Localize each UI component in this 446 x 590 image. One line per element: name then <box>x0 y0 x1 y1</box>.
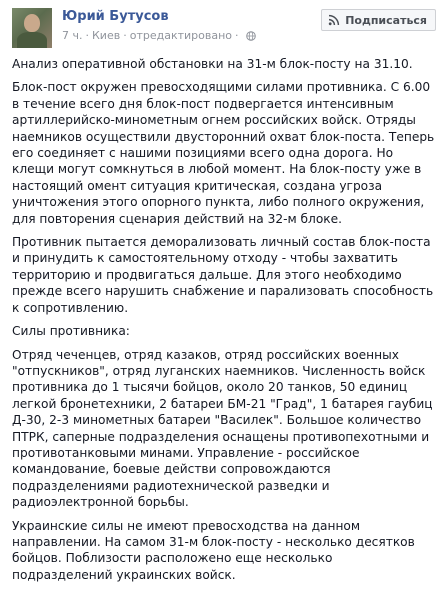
edited-label[interactable]: отредактировано <box>129 29 233 42</box>
post-paragraph: Украинские силы не имеют превосходства на данном направлении. На самом 31-м блок-посту - несколько десятков бойцов. Поблизости расположено еще несколько подразделений украинских войск. <box>12 518 415 582</box>
post-time[interactable]: 7 ч. <box>62 29 83 42</box>
post-paragraph: Анализ оперативной обстановки на 31-м блок-посту на 31.10. <box>12 57 413 71</box>
subscribe-label: Подписаться <box>345 13 427 27</box>
post-location[interactable]: Киев <box>92 29 121 42</box>
post-meta: 7 ч. · Киев · отредактировано · <box>62 29 256 42</box>
post-paragraph: Силы противника: <box>12 324 130 339</box>
avatar[interactable] <box>12 8 52 48</box>
globe-icon[interactable] <box>246 31 256 41</box>
post-paragraph: Отряд чеченцев, отряд казаков, отряд российских военных "отпускников", отряд луганских наемников. Численность войск противника до 1 тысячи бойцов, около 20 танков, 50 единиц легкой бронетехники, 2 батареи БМ-21 "Град", 1 батарея гаубиц Д-30, 2-3 минометных батареи "Василек". Большое количество ПТРК, саперные подразделения оснащены противопехотными и противотанковыми минами. Управление - российское командование, боевые действи сопровождаются подразделениями радиотехнической разведки и радиоэлектронной борьбы. <box>12 347 433 510</box>
author-name[interactable]: Юрий Бутусов <box>62 9 169 24</box>
post-body <box>12 56 436 590</box>
rss-icon <box>328 14 340 26</box>
post-paragraph: Блок-пост окружен превосходящими силами противника. С 6.00 в течение всего дня блок-пост подвергается интенсивным артиллерийско-минометным огнем российских войск. Отряды наемников осуществили двусторонний охват блок-поста. Теперь его соединяет с нашими позициями всего одна дорога. Но клещи могут сомкнуться в любой момент. На блок-посту уже в настоящий омент ситуация критическая, создана угроза уничтожения этого опорного пункта, либо полного окружения, для повторения сценария действий на 32-м блоке. <box>12 80 435 226</box>
post-paragraph: Противник пытается деморализовать личный состав блок-поста и принудить к самостоятельному отходу - чтобы захватить территорию и продвигаться дальше. Для этого необходимо прежде всего нарушить снабжение и парализовать способность к сопротивлению. <box>12 235 434 315</box>
subscribe-button[interactable] <box>321 9 436 31</box>
post-header <box>0 0 446 50</box>
